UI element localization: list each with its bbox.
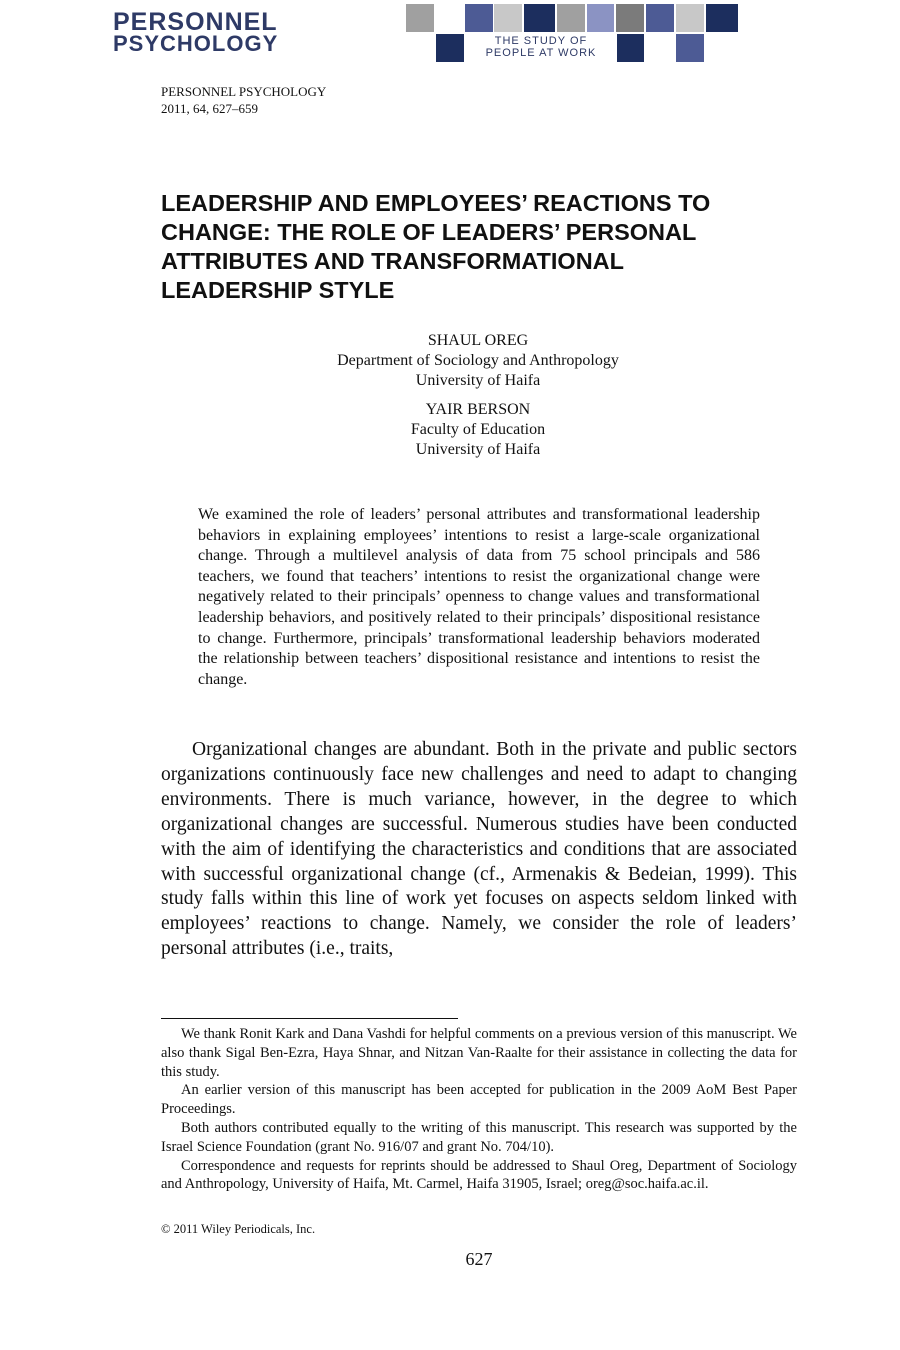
journal-reference: [161, 83, 326, 117]
journal-name: PERSONNEL PSYCHOLOGY: [161, 84, 327, 99]
author-block: [250, 331, 706, 391]
footnote: Both authors contributed equally to the writing of this manuscript. This research was supported by the Israel Science Foundation (grant No. 916/07 and grant No. 704/10).: [161, 1119, 797, 1155]
footnote: An earlier version of this manuscript has been accepted for publication in the 2009 AoM Best Paper Proceedings.: [161, 1082, 797, 1118]
masthead-tile: [557, 4, 585, 32]
abstract: We examined the role of leaders’ personal attributes and transformational leadership behaviors in explaining employees’ intentions to resist a large-scale organizational change. Through a multilevel analysis of data from 75 school principals and 586 teachers, we found that teachers’ intentions to resist the organizational change were negatively related to their principals’ openness to change values and transformational leadership behaviors, and positively related to their principals’ dispositional resistance to change. Furthermore, principals’ transformational leadership behaviors moderated the relationship between teachers’ dispositional resistance and intentions to resist the change.: [198, 506, 760, 688]
author-name: YAIR BERSON: [425, 401, 531, 418]
journal-logo: [113, 8, 279, 56]
logo-tagline-line-2: PEOPLE AT WORK: [485, 47, 597, 59]
logo-tagline-line-1: THE STUDY OF: [494, 35, 588, 47]
logo-line-1: PERSONNEL: [113, 8, 278, 36]
footnote: We thank Ronit Kark and Dana Vashdi for helpful comments on a previous version of this manuscript. We also thank Sigal Ben-Ezra, Haya Shnar, and Nitzan Van-Raalte for their assistance in collecting the data for this study.: [161, 1026, 797, 1080]
masthead-tile: [676, 34, 704, 62]
body-paragraph: Organizational changes are abundant. Both in the private and public sectors organizations continuously face new challenges and need to adapt to changing environments. There is much variance, however, in the degree to which organizational changes are successful. Numerous studies have been conducted with the aim of identifying the characteristics and conditions that are associated with successful organizational change (cf., Armenakis & Bedeian, 1999). This study falls within this line of work yet focuses on aspects seldom linked with employees’ reactions to change. Namely, we consider the role of leaders’ personal attributes (i.e., traits,: [161, 739, 797, 960]
masthead-tile: [436, 34, 464, 62]
masthead-tile: [706, 4, 738, 32]
masthead-tile: [524, 4, 555, 32]
copyright-notice: © 2011 Wiley Periodicals, Inc.: [161, 1222, 316, 1236]
masthead-tile: [587, 4, 614, 32]
author-university: University of Haifa: [415, 372, 541, 389]
masthead-tile: [616, 4, 644, 32]
masthead-tile: [617, 34, 644, 62]
author-name: SHAUL OREG: [427, 332, 529, 349]
logo-line-2: PSYCHOLOGY: [113, 31, 279, 56]
author-department: Department of Sociology and Anthropology: [337, 352, 619, 369]
author-block: [250, 400, 706, 460]
footnote-rule: [161, 1018, 458, 1019]
masthead-tile: [494, 4, 522, 32]
masthead-tile: [646, 4, 674, 32]
author-department: Faculty of Education: [410, 421, 546, 438]
logo-tagline: [466, 35, 616, 59]
author-university: University of Haifa: [415, 441, 541, 458]
article-title: LEADERSHIP AND EMPLOYEES’ REACTIONS TO CHANGE: THE ROLE OF LEADERS’ PERSONAL ATTRIBUTES AND TRANSFORMATIONAL LEADERSHIP STYLE: [161, 190, 711, 303]
footnotes: [161, 1025, 797, 1194]
journal-citation: 2011, 64, 627–659: [161, 101, 259, 116]
page-number: 627: [465, 1249, 493, 1269]
masthead-tile: [676, 4, 704, 32]
masthead-tile: [406, 4, 434, 32]
footnote: Correspondence and requests for reprints should be addressed to Shaul Oreg, Department of Sociology and Anthropology, University of Haifa, Mt. Carmel, Haifa 31905, Israel; oreg@soc.haifa.ac.il.: [161, 1157, 797, 1193]
masthead-tile: [465, 4, 493, 32]
